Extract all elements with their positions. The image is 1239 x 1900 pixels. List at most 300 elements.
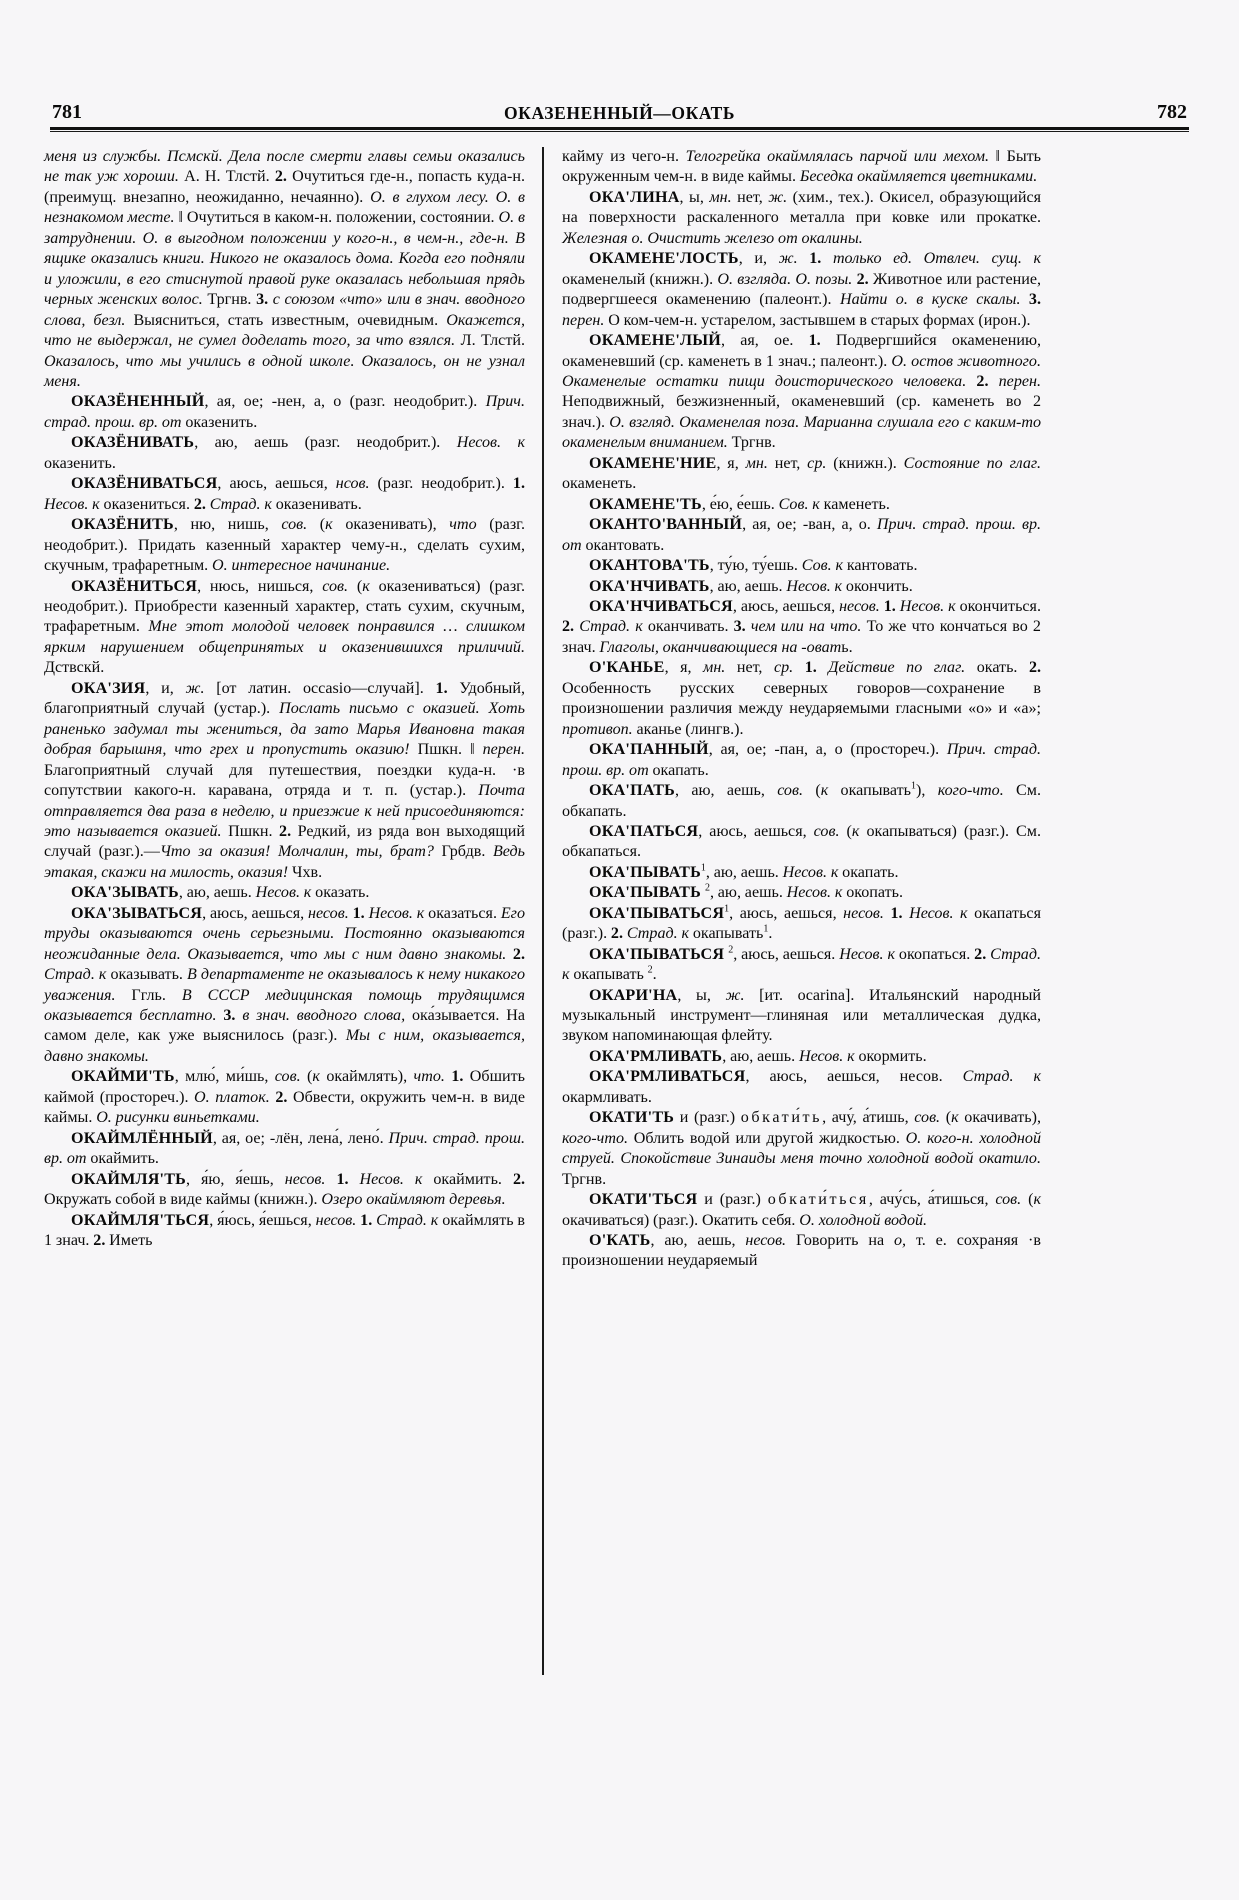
body-text: , ту́ю, ту́ешь. bbox=[709, 557, 802, 575]
dictionary-entry bbox=[562, 454, 1041, 495]
italic-text: Мне этот молодой человек понравился … слишком ярким нарушением общепринятых и оказенившихся приличий. bbox=[44, 618, 525, 656]
italic-text: что bbox=[449, 516, 477, 534]
sense-number: 1. bbox=[809, 250, 822, 268]
body-text: Говорить на bbox=[786, 1232, 894, 1250]
italic-text: Железная о. Очистить железо от окалины. bbox=[562, 229, 863, 247]
body-text bbox=[349, 1171, 360, 1188]
italic-text: с союзом «что» или в знач. вводного слова, безл. bbox=[44, 291, 526, 329]
headword: ОКА'ЛИНА bbox=[589, 188, 680, 206]
homonym-superscript: 1 bbox=[763, 923, 769, 935]
headword: ОКА'ПЫВАТЬСЯ bbox=[589, 904, 725, 922]
dictionary-entry bbox=[562, 986, 1041, 1047]
body-text: Тргнв. bbox=[727, 434, 776, 452]
italic-text: к bbox=[851, 822, 860, 840]
body-text: , аюсь, аешься, несов. bbox=[745, 1068, 963, 1086]
dictionary-entry bbox=[562, 945, 1041, 986]
body-text: ( bbox=[839, 822, 852, 840]
italic-text: О. взгляд. Окаменелая поза. Марианна слушала его с каким-то окаменелым вниманием. bbox=[562, 413, 1041, 452]
dictionary-entry bbox=[562, 1231, 1041, 1272]
italic-text: сов. bbox=[777, 782, 803, 800]
italic-text: Страд. к bbox=[209, 495, 272, 513]
italic-text: несов. bbox=[315, 1211, 357, 1229]
sense-number: 3. bbox=[1028, 291, 1041, 309]
body-text: нет, bbox=[731, 188, 769, 206]
italic-text: Прич. страд. прош. вр. от bbox=[44, 393, 525, 431]
italic-text: О. в затруднении. О. в выгодном положении у кого-н., в чем-н., где-н. В ящике оказались книги. Никого не оказалось дома. Когда его подняли и уложили, в его стиснутой правой руке оказалась небольшая прядь черных женских волос. bbox=[44, 209, 525, 309]
body-text: окапывать bbox=[689, 925, 764, 943]
running-title: ОКАЗЕНЕННЫЙ—ОКАТЬ bbox=[503, 102, 736, 123]
italic-text: Несов. к bbox=[786, 577, 843, 595]
body-text: окать. bbox=[965, 659, 1029, 677]
body-text: , ню, нишь, bbox=[173, 516, 282, 534]
italic-text: нсов. bbox=[335, 475, 370, 493]
headword: ОКАНТО'ВАННЫЙ bbox=[589, 516, 743, 534]
dictionary-entry bbox=[562, 331, 1041, 454]
italic-text: к bbox=[951, 1109, 959, 1127]
headword: ОКАМЕНЕ'ЛЫЙ bbox=[589, 332, 721, 350]
body-text: оказенивать. bbox=[271, 495, 362, 513]
sense-number: 1. bbox=[890, 904, 903, 922]
body-text: (разг. неодобрит.). bbox=[369, 475, 513, 493]
headword: ОКА'ПАТЬСЯ bbox=[589, 822, 699, 840]
body-text: Благоприятный случай для путешествия, поездки куда-н. ·в сопутствии какого-н. каравана, отряда и т. п. (устар.). bbox=[44, 761, 525, 800]
sense-number: 2. bbox=[610, 925, 623, 943]
italic-text: мн. bbox=[709, 188, 732, 206]
italic-text: В СССР медицинская помощь трудящимся оказывается бесплатно. bbox=[44, 986, 525, 1025]
italic-text: В департаменте не оказывалось к нему никакого уважения. bbox=[44, 966, 525, 1004]
body-text: (хим., тех.). Окисел, образующийся на поверхности раскаленного металла при ковке или прокатке. bbox=[562, 188, 1042, 227]
italic-text: к bbox=[820, 782, 829, 800]
italic-text: сов. bbox=[995, 1191, 1022, 1209]
italic-text: сов. bbox=[813, 822, 840, 840]
body-text: . bbox=[768, 925, 773, 943]
body-text: окапывать bbox=[569, 966, 648, 984]
italic-text: ж. bbox=[778, 250, 798, 268]
body-text: окончиться. bbox=[955, 597, 1041, 615]
dictionary-entry bbox=[562, 740, 1041, 781]
body-text: Неподвижный, безжизненный, окаменевший (ср. каменеть во 2 знач.). bbox=[562, 393, 1041, 431]
italic-text: ж. bbox=[768, 188, 788, 206]
body-text: , аю, аешь. bbox=[709, 884, 787, 902]
body-text: оказывать. bbox=[106, 966, 188, 984]
headword: ОКАЙМЛЯ'ТЬ bbox=[71, 1170, 186, 1188]
body-text: Облить водой или другой жидкостью. bbox=[628, 1129, 906, 1147]
body-text: , ая, ое; -нен, а, о (разг. неодобрит.). bbox=[204, 393, 486, 411]
header-rule-thin bbox=[50, 131, 1189, 132]
sense-number: 1. bbox=[451, 1068, 464, 1086]
italic-text: Мы с ним, оказывается, давно знакомы. bbox=[44, 1027, 525, 1065]
headword: ОКА'НЧИВАТЬСЯ bbox=[589, 597, 733, 615]
body-text: окопать. bbox=[842, 884, 904, 902]
body-text: оказениться. bbox=[99, 495, 194, 513]
body-text: нет, bbox=[767, 454, 808, 472]
italic-text: Телогрейка окаймлялась парчой или мехом. bbox=[685, 148, 990, 165]
body-text: кайму из чего-н. bbox=[562, 148, 686, 165]
dictionary-entry bbox=[44, 474, 525, 515]
body-text: [ит. ocarina]. Итальянский народный музыкальный инструмент—глиняная или металлическая дудка, звуком напоминающая флейту. bbox=[562, 986, 1041, 1045]
italic-text: О. остов животного. Окаменелые остатки пищи доисторического человека. bbox=[562, 352, 1041, 390]
headword: О'КАНЬЕ bbox=[589, 659, 665, 677]
italic-text: Несов. к bbox=[368, 904, 425, 922]
dictionary-entry bbox=[562, 597, 1041, 658]
headword: ОКАЗЁНЕННЫЙ bbox=[71, 393, 205, 411]
headword: ОКА'ПЫВАТЬ bbox=[589, 863, 701, 881]
body-text: ь. bbox=[841, 638, 853, 656]
body-text: окаймить. bbox=[422, 1170, 513, 1188]
body-text: Редкий, из ряда вон выходящий случай (разг.).— bbox=[44, 822, 525, 861]
italic-text: кого-что. bbox=[562, 1129, 629, 1147]
sense-number: 1. bbox=[512, 475, 525, 493]
body-text: , ы, bbox=[679, 188, 710, 206]
italic-text: Несов. к bbox=[359, 1170, 423, 1188]
body-text: Иметь bbox=[105, 1232, 153, 1250]
italic-text: Найти о. в куске скалы. bbox=[840, 291, 1021, 309]
header-rule bbox=[50, 127, 1189, 133]
italic-text: мн. bbox=[703, 659, 726, 677]
body-text: , аю, аешь, bbox=[674, 782, 778, 800]
body-text: (разг. неодобрит.). Придать казенный характер чему-н., сделать сухим, скучным, трафаретным. bbox=[44, 516, 525, 575]
sense-number: 2. bbox=[193, 495, 206, 513]
sense-number: 1. bbox=[808, 332, 821, 350]
dictionary-entry bbox=[44, 515, 525, 576]
italic-text: к bbox=[312, 1068, 320, 1086]
body-text: нет, bbox=[725, 659, 774, 677]
body-text: каменеть. bbox=[819, 495, 890, 513]
header-rule-thick bbox=[50, 127, 1189, 130]
headword: ОКАЗЁНИТЬ bbox=[71, 516, 174, 534]
italic-text: чем или на что. bbox=[750, 618, 862, 636]
dictionary-entry bbox=[44, 679, 525, 884]
italic-text: Страд. к bbox=[562, 945, 1041, 984]
body-text: окапать. bbox=[838, 863, 899, 881]
italic-text: только ед. Отвлеч. сущ. к bbox=[832, 250, 1041, 268]
headword: О'КАТЬ bbox=[589, 1232, 651, 1250]
body-text: Тргнв. bbox=[202, 291, 257, 309]
sense-number: 2. bbox=[974, 945, 987, 963]
italic-text: к bbox=[1033, 1191, 1041, 1209]
headword: ОКАЙМЛЁННЫЙ bbox=[71, 1129, 213, 1147]
body-text: оказениваться) (разг. неодобрит.). Приобрести казенный характер, стать сухим, скучным, трафаретным. bbox=[44, 577, 525, 636]
italic-text: перен. bbox=[998, 372, 1042, 390]
body-text: , аю, аешь. bbox=[705, 863, 783, 881]
body-text bbox=[506, 946, 513, 963]
italic-text: о, bbox=[893, 1232, 907, 1250]
body-text: , е́ю, е́ешь. bbox=[701, 495, 779, 513]
body-text: , ая, ое; -пан, а, о (простореч.). bbox=[708, 741, 947, 759]
italic-text: Глаголы, оканчивающиеся на -оват bbox=[599, 638, 842, 656]
italic-text: ж. bbox=[725, 986, 745, 1004]
sense-number: 1. bbox=[352, 904, 365, 922]
body-text: ( bbox=[1021, 1191, 1034, 1209]
letterspaced-variant: обкати́ться bbox=[767, 1191, 869, 1209]
body-text: , ачу́, а́тишь, bbox=[822, 1109, 915, 1127]
italic-text: несов. bbox=[308, 904, 349, 922]
body-text: , аюсь, аешься, bbox=[729, 904, 844, 922]
italic-text: О. интересное начинание. bbox=[212, 557, 391, 575]
italic-text: меня из службы. Псмскй. Дела после смерти главы семьи оказались не так уж хороши. bbox=[44, 148, 525, 186]
body-text: и (разг.) bbox=[674, 1109, 741, 1127]
sense-number: 2. bbox=[976, 372, 989, 390]
italic-text: Страд. к bbox=[626, 925, 690, 943]
italic-text: Его труды оказываются очень серьезными. Постоянно оказываются неожиданные дела. Оказывается, что мы с ним давно знакомы. bbox=[44, 904, 525, 963]
body-text: окапаться (разг.). bbox=[562, 904, 1041, 943]
italic-text: О. взгляда. О. позы. bbox=[717, 270, 853, 288]
body-text: Очутиться где-н., попасть куда-н. (преимущ. внезапно, неожиданно, нечаянно). bbox=[44, 168, 526, 206]
italic-text: Страд. к bbox=[44, 966, 107, 984]
body-text: окончить. bbox=[842, 577, 913, 595]
headword: ОКА'ПЫВАТЬСЯ bbox=[589, 945, 729, 963]
body-text: Л. Тлстй. bbox=[455, 332, 525, 350]
dictionary-entry bbox=[44, 1211, 525, 1252]
body-text: ( bbox=[348, 577, 363, 595]
italic-text: Почта отправляется два раза в неделю, и приезжие к ней присоединяются: это называется оказией. bbox=[44, 782, 525, 840]
body-text: , аюсь, аешься, bbox=[217, 475, 336, 493]
sense-number: 1. bbox=[336, 1170, 349, 1188]
headword: ОКА'ЗИЯ bbox=[71, 679, 146, 697]
body-text: Особенность русских северных говоров—сохранение в произношении различия между неударяемыми гласными «о» и «а»; bbox=[562, 679, 1041, 718]
italic-text: Состояние по глаг. bbox=[903, 454, 1041, 472]
body-text: Животное или растение, подвергшееся окаменению (палеонт.). bbox=[562, 270, 1041, 309]
headword: ОКА'ЗЫВАТЬ bbox=[71, 884, 179, 902]
headword: ОКА'РМЛИВАТЬСЯ bbox=[589, 1068, 746, 1086]
headword: ОКАЙМИ'ТЬ bbox=[71, 1068, 175, 1086]
italic-text: несов. bbox=[284, 1170, 326, 1188]
body-text: окармливать. bbox=[562, 1088, 652, 1106]
body-text: окормить. bbox=[854, 1047, 927, 1065]
body-text: оказаться. bbox=[424, 904, 501, 922]
italic-text: Страд. к bbox=[962, 1068, 1041, 1086]
body-text: , ая, ое. bbox=[720, 332, 809, 350]
body-text: окопаться. bbox=[895, 945, 975, 963]
body-text: оказенить. bbox=[181, 413, 258, 431]
dictionary-entry bbox=[44, 577, 525, 679]
italic-text: Сов. к bbox=[801, 557, 843, 575]
body-text: Обвести, окружить чем-н. в виде каймы. bbox=[44, 1088, 526, 1127]
italic-text: Сов. к bbox=[778, 495, 820, 513]
body-text: , нюсь, нишься, bbox=[197, 577, 323, 595]
body-text: , я, bbox=[716, 454, 746, 472]
body-text: окаймлять в 1 знач. bbox=[44, 1211, 526, 1250]
italic-text: перен. bbox=[562, 311, 605, 329]
body-text: окаймить. bbox=[86, 1150, 159, 1168]
body-text bbox=[817, 659, 829, 676]
headword: ОКА'РМЛИВАТЬ bbox=[589, 1047, 723, 1065]
dictionary-entry bbox=[562, 188, 1041, 249]
dictionary-entry bbox=[562, 249, 1041, 331]
italic-text: Несов. к bbox=[786, 884, 843, 902]
italic-text: О. кого-н. холодной струей. Спокойствие Зинаиды меня точно холодной водой окатило. bbox=[562, 1129, 1041, 1168]
column-left bbox=[44, 147, 541, 1847]
italic-text: О. в глухом лесу. О. в незнакомом месте. bbox=[44, 188, 526, 227]
body-text: , я́ю, я́ешь, bbox=[185, 1170, 285, 1188]
body-text: Обшить каймой (простореч.). bbox=[44, 1068, 525, 1106]
dictionary-entry bbox=[562, 1047, 1041, 1067]
body-text: окапывать bbox=[828, 782, 911, 800]
body-text: , ы, bbox=[677, 986, 726, 1004]
body-text: , аю, аешь. bbox=[178, 884, 256, 902]
dictionary-entry bbox=[562, 1190, 1041, 1231]
italic-text: Страд. к bbox=[579, 618, 643, 636]
italic-text: к bbox=[325, 516, 333, 534]
body-text: [от латин. occasio—случай]. bbox=[204, 679, 436, 697]
headword: ОКАЙМЛЯ'ТЬСЯ bbox=[71, 1211, 210, 1229]
body-text: ока́зывается. На самом деле, как уже выяснилось (разг.). bbox=[44, 1007, 525, 1045]
body-text: ‖ Быть окруженным чем-н. в виде каймы. bbox=[562, 148, 1042, 186]
homonym-superscript: 1 bbox=[911, 780, 916, 792]
headword: ОКАМЕНЕ'НИЕ bbox=[589, 454, 717, 472]
body-text: , аюсь, аешься, bbox=[202, 904, 309, 922]
body-text: . bbox=[652, 966, 657, 984]
column-container bbox=[44, 147, 1195, 1847]
italic-text: Несов. к bbox=[798, 1047, 855, 1065]
body-text: т. е. сохраняя ·в произношении неударяемый bbox=[562, 1232, 1041, 1270]
sense-number: 1. bbox=[883, 597, 896, 615]
body-text bbox=[966, 373, 976, 390]
body-text: Грбдв. bbox=[433, 843, 493, 861]
body-text bbox=[798, 250, 810, 267]
sense-number: 2. bbox=[279, 822, 292, 840]
body-text: оказенивать), bbox=[332, 516, 450, 534]
dictionary-entry bbox=[562, 556, 1041, 576]
italic-text: к bbox=[362, 577, 370, 595]
dictionary-entry bbox=[44, 883, 525, 903]
italic-text: Действие по глаг. bbox=[828, 659, 966, 677]
sense-number: 2. bbox=[856, 270, 869, 288]
body-text: Ггль. bbox=[115, 986, 182, 1004]
body-text: окапываться) (разг.). См. обкапаться. bbox=[562, 822, 1041, 861]
body-text: окачиваться) (разг.). Окатить себя. bbox=[562, 1211, 800, 1229]
body-text: , аюсь, аешься, bbox=[698, 822, 814, 840]
body-text: О ком-чем-н. устарелом, застывшем в старых формах (ирон.). bbox=[604, 311, 1031, 329]
body-text: Дствскй. bbox=[44, 659, 105, 677]
italic-text: Оказалось, что мы учились в одной школе. Оказалось, он не узнал меня. bbox=[44, 352, 525, 390]
body-text: ‖ Очутиться в каком-н. положении, состоянии. bbox=[174, 209, 499, 227]
body-text: Тргнв. bbox=[562, 1170, 607, 1188]
body-text: Выясниться, стать известным, очевидным. bbox=[125, 311, 447, 329]
headword: ОКАРИ'НА bbox=[589, 986, 678, 1004]
dictionary-entry bbox=[44, 392, 525, 433]
sense-number: 3. bbox=[733, 618, 746, 636]
italic-text: сов. bbox=[274, 1068, 301, 1086]
column-right bbox=[544, 147, 1041, 1847]
dictionary-entry bbox=[562, 658, 1041, 740]
body-text bbox=[325, 1171, 336, 1188]
headword: ОКА'ЗЫВАТЬСЯ bbox=[71, 904, 203, 922]
folio-left: 781 bbox=[52, 101, 82, 123]
body-text: , аюсь, аешься. bbox=[733, 945, 840, 963]
body-text: ( bbox=[803, 782, 821, 800]
body-text: Чхв. bbox=[288, 863, 323, 881]
letterspaced-variant: обкати́ть bbox=[740, 1109, 823, 1127]
dictionary-entry bbox=[562, 863, 1041, 883]
homonym-superscript: 2 bbox=[728, 944, 734, 956]
homonym-superscript: 1 bbox=[724, 903, 730, 915]
dictionary-entry bbox=[562, 904, 1041, 945]
body-text: оказенить. bbox=[44, 454, 116, 472]
sense-number: 2. bbox=[274, 168, 287, 186]
sense-number: 2. bbox=[562, 618, 575, 636]
italic-text: Несов. к bbox=[782, 863, 839, 881]
headword: ОКА'НЧИВАТЬ bbox=[589, 577, 710, 595]
italic-text: сов. bbox=[281, 516, 308, 534]
italic-text: сов. bbox=[322, 577, 349, 595]
italic-text: Несов. к bbox=[909, 904, 968, 922]
body-text bbox=[988, 373, 998, 390]
italic-text: сов. bbox=[914, 1109, 941, 1127]
sense-number: 1. bbox=[435, 679, 448, 697]
body-text: , ая, ое; -ван, а, о. bbox=[742, 516, 877, 534]
italic-text: несов. bbox=[839, 597, 880, 615]
body-text: , аюсь, аешься, bbox=[732, 597, 840, 615]
dictionary-entry bbox=[44, 433, 525, 474]
body-text: ), bbox=[916, 782, 938, 800]
body-text: См. обкапать. bbox=[562, 782, 1041, 820]
italic-text: Ведь этакая, скажи на милость, оказия! bbox=[44, 843, 525, 881]
body-text: , ачу́сь, а́тишься, bbox=[868, 1191, 996, 1209]
headword: ОКА'ПАТЬ bbox=[589, 782, 675, 800]
dictionary-entry bbox=[44, 904, 525, 1068]
body-text: , я, bbox=[664, 659, 704, 677]
sense-number: 2. bbox=[275, 1088, 288, 1106]
italic-text: Страд. к bbox=[376, 1211, 439, 1229]
headword: ОКАМЕНЕ'ЛОСТЬ bbox=[589, 250, 739, 268]
italic-text: несов. bbox=[843, 904, 884, 922]
running-head bbox=[44, 96, 1195, 122]
homonym-superscript: 1 bbox=[700, 862, 706, 874]
body-text: , и, bbox=[145, 679, 186, 697]
body-text: , аю, аешь (разг. неодобрит.). bbox=[194, 434, 457, 452]
body-text: А. Н. Тлстй. bbox=[178, 168, 275, 186]
dictionary-entry bbox=[562, 1067, 1041, 1108]
italic-text: Что за оказия! Молчалин, ты, брат? bbox=[159, 843, 434, 861]
sense-number: 3. bbox=[223, 1007, 236, 1025]
sense-number: 2. bbox=[93, 1232, 106, 1250]
homonym-superscript: 2 bbox=[647, 964, 653, 976]
italic-text: О. рисунки виньетками. bbox=[96, 1109, 260, 1127]
body-text: , ая, ое; -лён, лена́, лено́. bbox=[212, 1129, 389, 1147]
body-text: То же что кончаться во 2 знач. bbox=[562, 618, 1041, 656]
body-text: окантовать. bbox=[581, 536, 665, 554]
dictionary-entry bbox=[562, 495, 1041, 515]
body-text: и (разг.) bbox=[697, 1191, 768, 1209]
italic-text: Несов. к bbox=[899, 597, 956, 615]
body-text bbox=[1020, 291, 1028, 308]
entry-continuation bbox=[44, 147, 525, 392]
dictionary-entry bbox=[44, 1067, 525, 1128]
body-text: окачивать), bbox=[958, 1109, 1041, 1127]
body-text: , аю, аешь, bbox=[650, 1232, 746, 1250]
body-text: ( bbox=[307, 516, 326, 534]
body-text: , млю́, ми́шь, bbox=[174, 1068, 275, 1086]
italic-text: Несов. к bbox=[839, 945, 895, 963]
body-text: Удобный, благоприятный случай (устар.). bbox=[44, 679, 525, 718]
dictionary-entry bbox=[44, 1129, 525, 1170]
dictionary-entry bbox=[562, 883, 1041, 903]
body-text: оканчивать. bbox=[642, 618, 734, 636]
body-text: , аю, аешь. bbox=[722, 1047, 799, 1065]
italic-text: Несов. к bbox=[255, 884, 312, 902]
italic-text: противоп. bbox=[562, 720, 633, 738]
body-text: кантовать. bbox=[843, 557, 918, 575]
italic-text: ср. bbox=[773, 659, 794, 677]
dictionary-entry bbox=[562, 822, 1041, 863]
headword: ОКАЗЁНИВАТЬСЯ bbox=[71, 475, 218, 493]
italic-text: мн. bbox=[745, 454, 768, 472]
body-text bbox=[793, 659, 805, 676]
headword: ОКА'ПЫВАТЬ bbox=[589, 884, 705, 902]
italic-text: в знач. вводного слова, bbox=[242, 1007, 406, 1025]
body-text: окаймлять), bbox=[319, 1068, 414, 1086]
